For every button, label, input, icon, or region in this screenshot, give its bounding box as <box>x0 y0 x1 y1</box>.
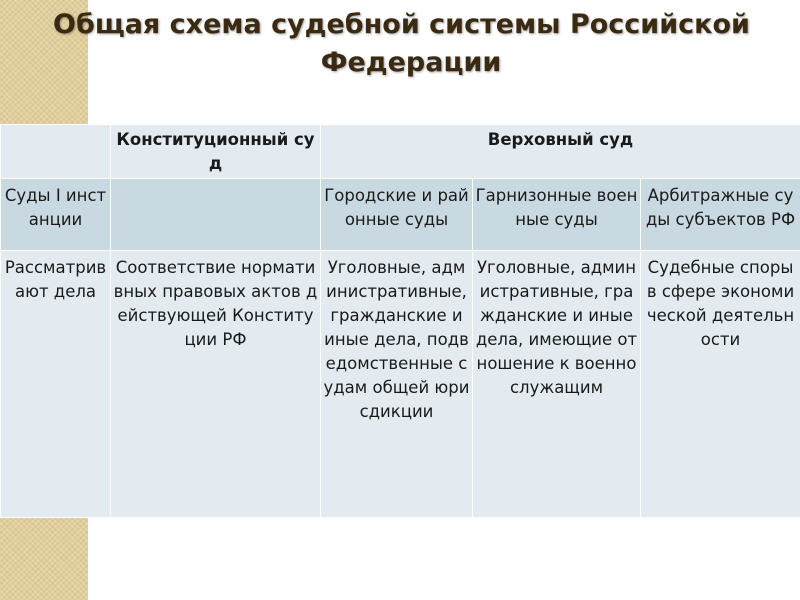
table-row-first-instance <box>1 179 800 251</box>
slide-title-line-1: Общая схема судебной системы Российской <box>53 9 750 40</box>
cell-garrison-military-courts: Гарнизонные военные суды <box>473 179 641 251</box>
row-label-first-instance: Суды I инстанции <box>1 179 111 251</box>
row-label-cases: Рассматривают дела <box>1 251 111 518</box>
header-empty-cell <box>1 125 111 179</box>
cell-arbitration-cases: Судебные споры в сфере экономической деятельности <box>641 251 800 518</box>
slide-title-line-2: Федерации <box>320 47 502 78</box>
cell-garrison-cases: Уголовные, административные, гражданские и иные дела, имеющие отношение к военнослужащим <box>473 251 641 518</box>
header-supreme-court: Верховный суд <box>321 125 800 179</box>
cell-city-district-cases: Уголовные, административные, гражданские и иные дела, подведомственные судам общей юрисдикции <box>321 251 473 518</box>
header-constitutional-court: Конституционный суд <box>111 125 321 179</box>
cell-constitutional-first-instance <box>111 179 321 251</box>
cell-city-district-courts: Городские и районные суды <box>321 179 473 251</box>
slide-title <box>0 6 800 82</box>
cell-arbitration-courts: Арбитражные суды субъектов РФ <box>641 179 800 251</box>
cell-constitutional-cases: Соответствие нормативных правовых актов действующей Конституции РФ <box>111 251 321 518</box>
table-header-row <box>1 125 800 179</box>
table-row-cases <box>1 251 800 518</box>
court-system-table <box>0 124 800 518</box>
